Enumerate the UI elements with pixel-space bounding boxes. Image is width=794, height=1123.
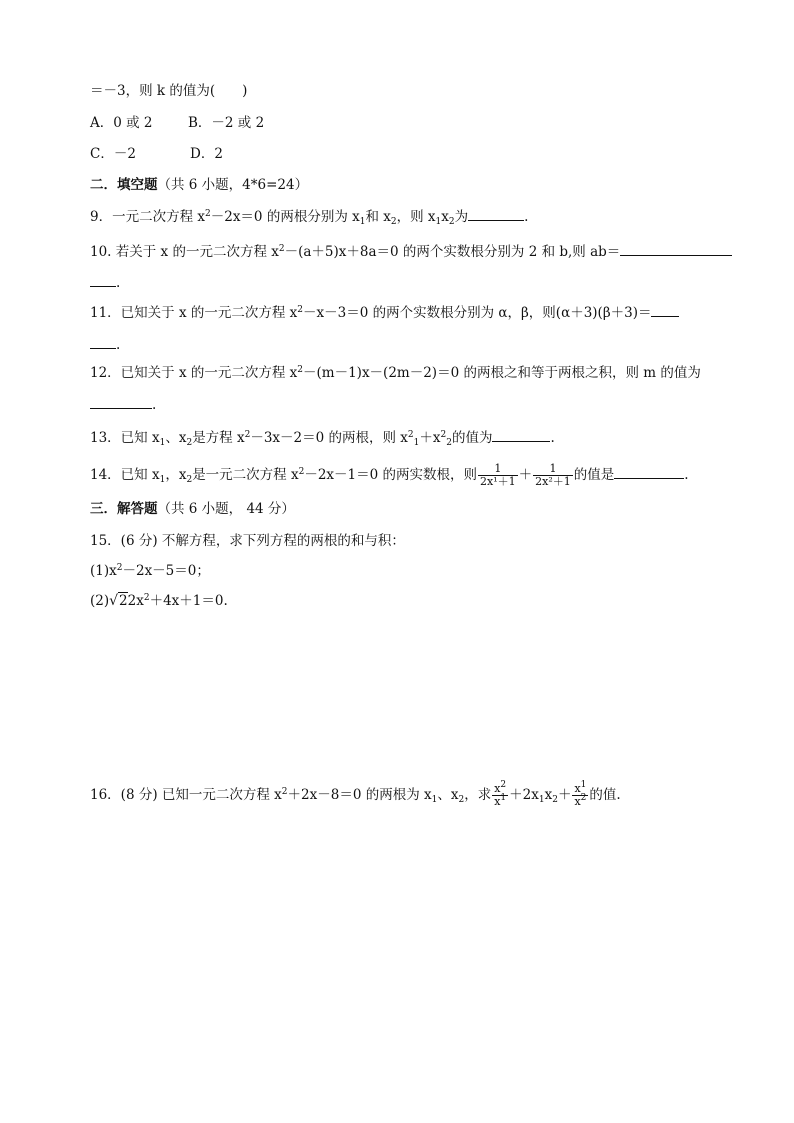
q13-text: 、x [165, 430, 187, 446]
q13-text: 是方程 x [192, 430, 245, 446]
q9-text: 和 x [365, 209, 391, 225]
exponent: 2 [298, 467, 305, 477]
fraction-numerator: $x^2$ [494, 780, 507, 795]
answer-blank-13[interactable] [492, 427, 550, 442]
question-13 [90, 427, 555, 447]
q14-text: ，x [165, 467, 187, 483]
q16-text: ，求 [464, 787, 492, 803]
question-10 [90, 241, 732, 261]
q9-text: . [524, 209, 529, 225]
q15-text: 2x [127, 593, 144, 609]
q12-text: －(m－1)x－(2m－2)＝0 的两根之和等于两根之积，则 m 的值为 [303, 365, 701, 381]
exponent: 2 [278, 244, 285, 254]
fraction-numerator: 1 [494, 462, 502, 475]
fraction-4 [572, 780, 588, 808]
q11-text: 11．已知关于 x 的一元二次方程 x [90, 305, 298, 321]
subscript: 2 [186, 438, 193, 448]
q10-text: －(a＋5)x＋8a＝0 的两个实数根分别为 2 和 b,则 ab＝ [284, 244, 621, 260]
q8-option-a[interactable]: A．0 或 2 [90, 115, 153, 131]
question-14 [90, 460, 689, 490]
q8-stem-tail: ＝－3，则 k 的值为( ) [90, 83, 248, 99]
q10-text: 10. 若关于 x 的一元二次方程 x [90, 244, 279, 260]
subscript: 1 [431, 795, 438, 805]
q13-text: ＋x [419, 430, 441, 446]
answer-blank-11[interactable] [651, 302, 679, 317]
q9-text: 9．一元二次方程 x [90, 209, 205, 225]
fraction-denominator: $x^1$ [494, 793, 507, 808]
subscript: 1 [413, 438, 420, 448]
subscript: 2 [186, 475, 193, 485]
fraction-denominator: $x^2$ [574, 793, 587, 808]
section3-title: 三．解答题 [90, 501, 158, 517]
q13-text: －3x－2＝0 的两根，则 x [250, 430, 408, 446]
q14-text: 是一元二次方程 x [192, 467, 299, 483]
subscript: 2 [446, 438, 452, 448]
subscript: 1 [359, 217, 366, 227]
q15-text: (2) [90, 593, 110, 609]
q9-text: x [441, 209, 449, 225]
question-12-cont [90, 394, 156, 414]
subscript: 2 [458, 795, 465, 805]
q15-text: (1)x [90, 563, 117, 579]
q14-text: －2x－1＝0 的两实数根，则 [304, 467, 477, 483]
subscript: 1 [159, 438, 166, 448]
q14-text: ＋ [518, 467, 533, 483]
exponent: 2 [116, 563, 123, 573]
exponent: 2 [143, 593, 150, 603]
q15-text: ＋4x＋1＝0. [149, 593, 228, 609]
subscript: 2 [448, 217, 455, 227]
q16-text: ＋2x－8＝0 的两根为 x [287, 787, 432, 803]
answer-blank-10[interactable] [620, 241, 732, 256]
fraction-2 [533, 463, 573, 488]
q11-text: . [116, 337, 121, 353]
q8-option-d[interactable]: D．2 [190, 146, 223, 162]
sqrt-symbol: √ [109, 593, 119, 609]
q12-text: 12．已知关于 x 的一元二次方程 x [90, 365, 298, 381]
fraction-1 [478, 463, 518, 488]
section2-note: （共 6 小题，4*6=24） [157, 177, 309, 193]
fraction-3 [492, 780, 508, 808]
q16-text: 16．(8 分) 已知一元二次方程 x [90, 787, 282, 803]
sqrt-radicand: 2 [119, 593, 128, 609]
fraction-numerator: $x^1$ [574, 780, 587, 795]
subscript: 1 [538, 795, 545, 805]
q10-text: . [116, 275, 121, 291]
fraction-denominator: 2x²＋1 [535, 475, 571, 488]
q16-text: x [544, 787, 553, 803]
answer-blank-10-cont[interactable] [90, 272, 116, 287]
question-15-part-1 [90, 562, 210, 580]
question-11 [90, 302, 679, 322]
exponent: 2 [297, 365, 304, 375]
q12-text: . [152, 397, 157, 413]
q8-option-b[interactable]: B．－2 或 2 [188, 115, 265, 131]
exponent: 2 [205, 209, 211, 219]
section3-note: （共 6 小题， 44 分） [157, 501, 295, 517]
fraction-numerator: 1 [549, 462, 557, 475]
answer-blank-9[interactable] [468, 206, 524, 221]
exponent: 2 [297, 305, 304, 315]
q9-text: －2x＝0 的两根分别为 x [210, 209, 360, 225]
q13-text: . [550, 430, 555, 446]
exponent: 2 [440, 430, 447, 440]
q16-text: ＋ [557, 787, 572, 803]
section2-title: 二．填空题 [90, 177, 158, 193]
question-15-intro: 15．(6 分) 不解方程，求下列方程的两根的和与积： [90, 533, 405, 549]
answer-blank-14[interactable] [614, 464, 684, 479]
q9-text: ，则 x [396, 209, 436, 225]
fraction-denominator: 2x¹＋1 [480, 475, 516, 488]
exponent: 2 [244, 430, 251, 440]
q8-option-c[interactable]: C．－2 [90, 146, 136, 162]
question-11-cont [90, 334, 120, 354]
q16-text: 、x [437, 787, 459, 803]
subscript: 2 [552, 795, 558, 805]
q14-text: 14．已知 x [90, 467, 160, 483]
section3-heading [90, 500, 295, 518]
q15-text: －2x－5＝0； [122, 563, 210, 579]
q14-text: 的值是 [573, 467, 615, 483]
subscript: 1 [435, 217, 442, 227]
subscript: 1 [159, 475, 166, 485]
q16-text: 的值. [589, 787, 621, 803]
section2-heading [90, 176, 308, 194]
question-16 [90, 780, 621, 810]
q13-text: 的值为 [451, 430, 493, 446]
answer-blank-11-cont[interactable] [90, 334, 116, 349]
q9-text: 为 [454, 209, 469, 225]
exponent: 2 [407, 430, 414, 440]
q13-text: 13．已知 x [90, 430, 160, 446]
question-15-part-2 [90, 592, 228, 610]
exponent: 2 [281, 787, 288, 797]
subscript: 2 [390, 217, 397, 227]
question-9 [90, 206, 528, 226]
question-10-cont [90, 272, 120, 292]
answer-blank-12[interactable] [90, 394, 152, 409]
q11-text: －x－3＝0 的两个实数根分别为 α，β，则(α＋3)(β＋3)＝ [303, 305, 652, 321]
q16-text: ＋2x [509, 787, 539, 803]
question-12 [90, 364, 701, 382]
q14-text: . [684, 467, 689, 483]
